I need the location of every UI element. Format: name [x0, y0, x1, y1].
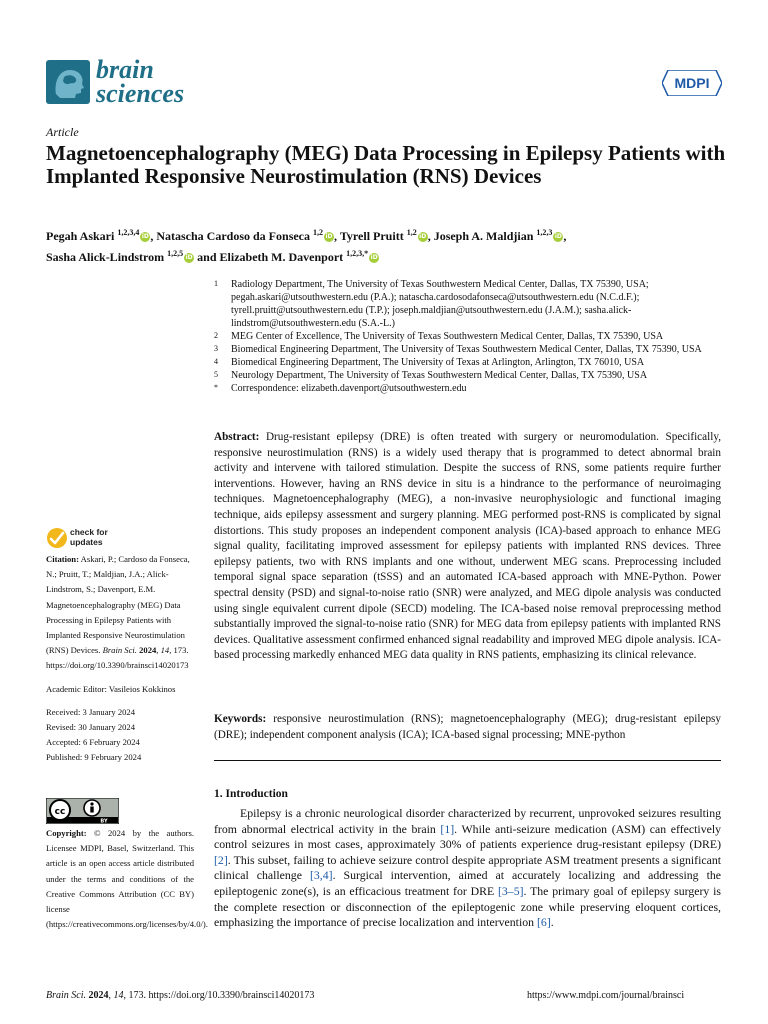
author-affiliation-sup: 1,2 — [406, 228, 417, 237]
cc-by-license-icon[interactable] — [46, 798, 119, 824]
intro-text: . While anti-seizure medication (ASM) can effectively control seizures in most cases, approximately 30% of patients experience drug-resistant epilepsy (DRE) — [214, 821, 721, 852]
keywords-text: responsive neurostimulation (RNS); magnetoencephalography (MEG); drug-resistant epilepsy (DRE); independent component analysis (ICA); ICA-based signal processing; MNE-python — [214, 713, 721, 741]
author-affiliation-sup: 1,2,3,* — [346, 249, 369, 258]
citation-volume: 14 — [160, 645, 170, 656]
check-updates-line1: check for — [70, 527, 108, 537]
check-updates-label — [70, 528, 108, 547]
reference-link[interactable]: [6] — [537, 915, 551, 930]
published-date: Published: 9 February 2024 — [46, 752, 142, 763]
svg-text:cc: cc — [54, 807, 66, 817]
check-updates-line2: updates — [70, 536, 103, 547]
affiliation-item — [214, 382, 734, 395]
article-type: Article — [46, 125, 79, 139]
check-updates-icon — [46, 527, 68, 549]
abstract — [214, 430, 721, 664]
reference-link[interactable]: [3–5] — [497, 883, 524, 898]
abstract-label: Abstract: — [214, 431, 260, 443]
check-for-updates-button[interactable] — [46, 527, 146, 549]
intro-paragraph — [214, 806, 721, 931]
received-date: Received: 3 January 2024 — [46, 706, 136, 717]
sidebar-info — [46, 552, 194, 766]
reference-link[interactable]: [1] — [440, 821, 455, 836]
intro-text: Epilepsy is a chronic neurological disorder characterized by recurrent, unprovoked seizures resulting from abnormal electrical activity in the brain — [214, 806, 721, 836]
intro-text: . Surgical intervention, aimed at accurately localizing and addressing the epileptogenic zone(s), is an efficacious treatment for DRE — [214, 868, 721, 898]
journal-name — [96, 55, 185, 108]
author-name[interactable]: Natascha Cardoso da Fonseca — [156, 229, 311, 243]
author-affiliation-sup: 1,2,3 — [536, 228, 553, 237]
section-heading: 1. Introduction — [214, 788, 288, 800]
affiliation-number: * — [214, 383, 218, 392]
orcid-icon[interactable]: iD — [554, 233, 562, 241]
affiliation-item — [214, 278, 734, 330]
reference-link[interactable]: [3,4] — [309, 868, 333, 883]
orcid-icon[interactable]: iD — [419, 233, 427, 241]
academic-editor: Academic Editor: Vasileios Kokkinos — [46, 683, 176, 694]
citation: Citation: Askari, P.; Cardoso da Fonseca, N.; Pruitt, T.; Maldjian, J.A.; Alick-Lindstrom, S.; Davenport, E.M. Magnetoencephalography (MEG) Data Processing in Epilepsy Patients with Implanted Responsive Neurostimulation (RNS) Devices. Brain Sci. 2024, 14, 173. https://doi.org/10.3390/brainsci14020173 — [46, 554, 190, 671]
citation-doi[interactable]: , 173. https://doi.org/10.3390/brainsci14020173 — [46, 645, 189, 671]
cc-by-label: BY — [100, 818, 108, 824]
copyright-label: Copyright: — [46, 828, 87, 838]
citation-year: 2024 — [139, 645, 157, 656]
author-name[interactable]: Sasha Alick-Lindstrom — [46, 250, 165, 264]
affiliation-item — [214, 369, 734, 382]
accepted-date: Accepted: 6 February 2024 — [46, 737, 140, 748]
affiliation-number: 4 — [214, 357, 218, 366]
reference-link[interactable]: [2] — [214, 852, 228, 867]
citation-text: Askari, P.; Cardoso da Fonseca, N.; Pruitt, T.; Maldjian, J.A.; Alick-Lindstrom, S.; Davenport, E.M. Magnetoencephalography (MEG) Data Processing in Epilepsy Patients with Implanted Responsive Neurostimulation (RNS) Devices. — [46, 554, 190, 656]
revised-date: Revised: 30 January 2024 — [46, 722, 136, 733]
orcid-icon[interactable]: iD — [185, 254, 193, 262]
affiliation-text: Correspondence: elizabeth.davenport@utsouthwestern.edu — [231, 383, 467, 394]
affiliations — [214, 278, 734, 395]
article-title: Magnetoencephalography (MEG) Data Processing in Epilepsy Patients with Implanted Responsive Neurostimulation (RNS) Devices — [46, 141, 726, 188]
author-name[interactable]: Tyrell Pruitt — [339, 229, 404, 243]
footer-citation: Brain Sci. 2024, 14, 173. https://doi.org/10.3390/brainsci14020173 — [46, 990, 315, 1001]
brain-sciences-logo-icon — [46, 60, 90, 104]
affiliation-number: 3 — [214, 344, 218, 353]
affiliation-text: Radiology Department, The University of Texas Southwestern Medical Center, Dallas, TX 75390, USA; pegah.askari@utsouthwestern.edu (P.A.); natascha.cardosodafonseca@utsouthwestern.edu (N.C.d.F.); tyrell.pruitt@utsouthwestern.edu (T.P.); joseph.maldjian@utsouthwestern.edu (J.A.M.); sasha.alick-lindstrom@utsouthwestern.edu (S.A.-L.) — [231, 279, 649, 329]
orcid-icon[interactable]: iD — [141, 233, 149, 241]
footer-journal-url[interactable]: https://www.mdpi.com/journal/brainsci — [527, 990, 685, 1001]
footer-year: 2024 — [88, 990, 109, 1001]
affiliation-text: Biomedical Engineering Department, The University of Texas at Arlington, Arlington, TX 76010, USA — [231, 357, 645, 368]
journal-name-line1: brain — [96, 55, 154, 84]
orcid-icon[interactable]: iD — [370, 254, 378, 262]
citation-label: Citation: — [46, 554, 79, 564]
affiliation-text: Biomedical Engineering Department, The University of Texas Southwestern Medical Center, Dallas, TX 75390, USA — [231, 344, 702, 355]
author-name[interactable]: Joseph A. Maldjian — [433, 229, 534, 243]
intro-text: . — [550, 915, 554, 930]
keywords — [214, 712, 721, 743]
affiliation-item — [214, 343, 734, 356]
intro-text: . The primary goal of epilepsy surgery is the complete resection or disconnection of the epileptogenic zone while preserving eloquent cortices, emphasizing the importance of precise localization and intervention — [214, 883, 721, 930]
abstract-text: Drug-resistant epilepsy (DRE) is often treated with surgery or neuromodulation. Specifically, responsive neurostimulation (RNS) is a widely used therapy that is programmed to detect abnormal brain activity and intervene with tailored stimulation. Despite the success of RNS, some patients require further interventions. However, having an RNS device in situ is a hindrance to the performance of neuroimaging techniques. Magnetoencephalography (MEG), a non-invasive neurophysiologic and functional imaging technique, aids epilepsy assessment and surgery planning. MEG performed post-RNS is complicated by signal distortions. This study proposes an independent component analysis (ICA)-based approach to enhance MEG signal quality, facilitating improved assessment for epilepsy patients with implanted RNS devices. Three epilepsy patients, two with RNS implants and one without, underwent MEG scans. Preprocessing included temporal signal space separation (tSSS) and an automated ICA-based approach with MNE-Python. Power spectral density (PSD) and signal-to-noise ratio (SNR) were analyzed, and MEG dipole analysis was conducted using single equivalent current dipole (SECD) modeling. The ICA-based noise removal preprocessing method substantially improved the signal-to-noise ratio (SNR) for MEG data from epilepsy patients with implanted RNS devices. Qualitative assessment confirmed enhanced signal readability and improved MEG dipole analysis. ICA-based processing markedly enhanced MEG data quality in RNS patients, emphasizing its clinical relevance. — [214, 431, 721, 662]
affiliation-number: 2 — [214, 331, 218, 340]
copyright-text: © 2024 by the authors. Licensee MDPI, Basel, Switzerland. This article is an open access article distributed under the terms and conditions of the Creative Commons Attribution (CC BY) license (https://creativecommons.org/licenses/by/4.0/). — [46, 828, 208, 930]
affiliation-number: 5 — [214, 370, 218, 379]
copyright-notice — [46, 826, 208, 932]
footer-doi-link[interactable]: , 173. https://doi.org/10.3390/brainsci14020173 — [123, 990, 315, 1001]
author-affiliation-sup: 1,2 — [313, 228, 324, 237]
author-name[interactable]: Elizabeth M. Davenport — [219, 250, 344, 264]
intro-text: . This subset, failing to achieve seizure control despite appropriate ASM treatment presents a significant clinical challenge — [214, 852, 721, 883]
journal-name-line2: sciences — [96, 79, 185, 108]
section-divider — [214, 760, 721, 761]
affiliation-item — [214, 356, 734, 369]
affiliation-text: MEG Center of Excellence, The University of Texas Southwestern Medical Center, Dallas, TX 75390, USA — [231, 331, 664, 342]
footer-volume: 14 — [113, 990, 124, 1001]
orcid-icon[interactable]: iD — [325, 233, 333, 241]
publisher-name: MDPI — [674, 75, 710, 91]
author-affiliation-sup: 1,2,5 — [167, 249, 184, 258]
author-affiliation-sup: 1,2,3,4 — [117, 228, 140, 237]
author-name[interactable]: Pegah Askari — [46, 229, 115, 243]
affiliation-item — [214, 330, 734, 343]
author-list: Pegah Askari $^{1,2,3,4}$ iD, Natascha Cardoso da Fonseca $^{1,2}$ iD, Tyrell Pruitt $^{1,2}$ iD, Joseph A. Maldjian $^{1,2,3}$ iD, Sasha Alick-Lindstrom $^{1,2,5}$ iD and Elizabeth M. Davenport $^{1,2,3,*}$ iD — [46, 228, 567, 264]
citation-journal: Brain Sci. — [102, 645, 137, 656]
affiliation-number: 1 — [214, 279, 218, 288]
keywords-label: Keywords: — [214, 713, 267, 725]
mdpi-logo — [662, 70, 722, 96]
footer-journal: Brain Sci. — [46, 990, 86, 1001]
affiliation-text: Neurology Department, The University of Texas Southwestern Medical Center, Dallas, TX 75390, USA — [231, 370, 648, 381]
